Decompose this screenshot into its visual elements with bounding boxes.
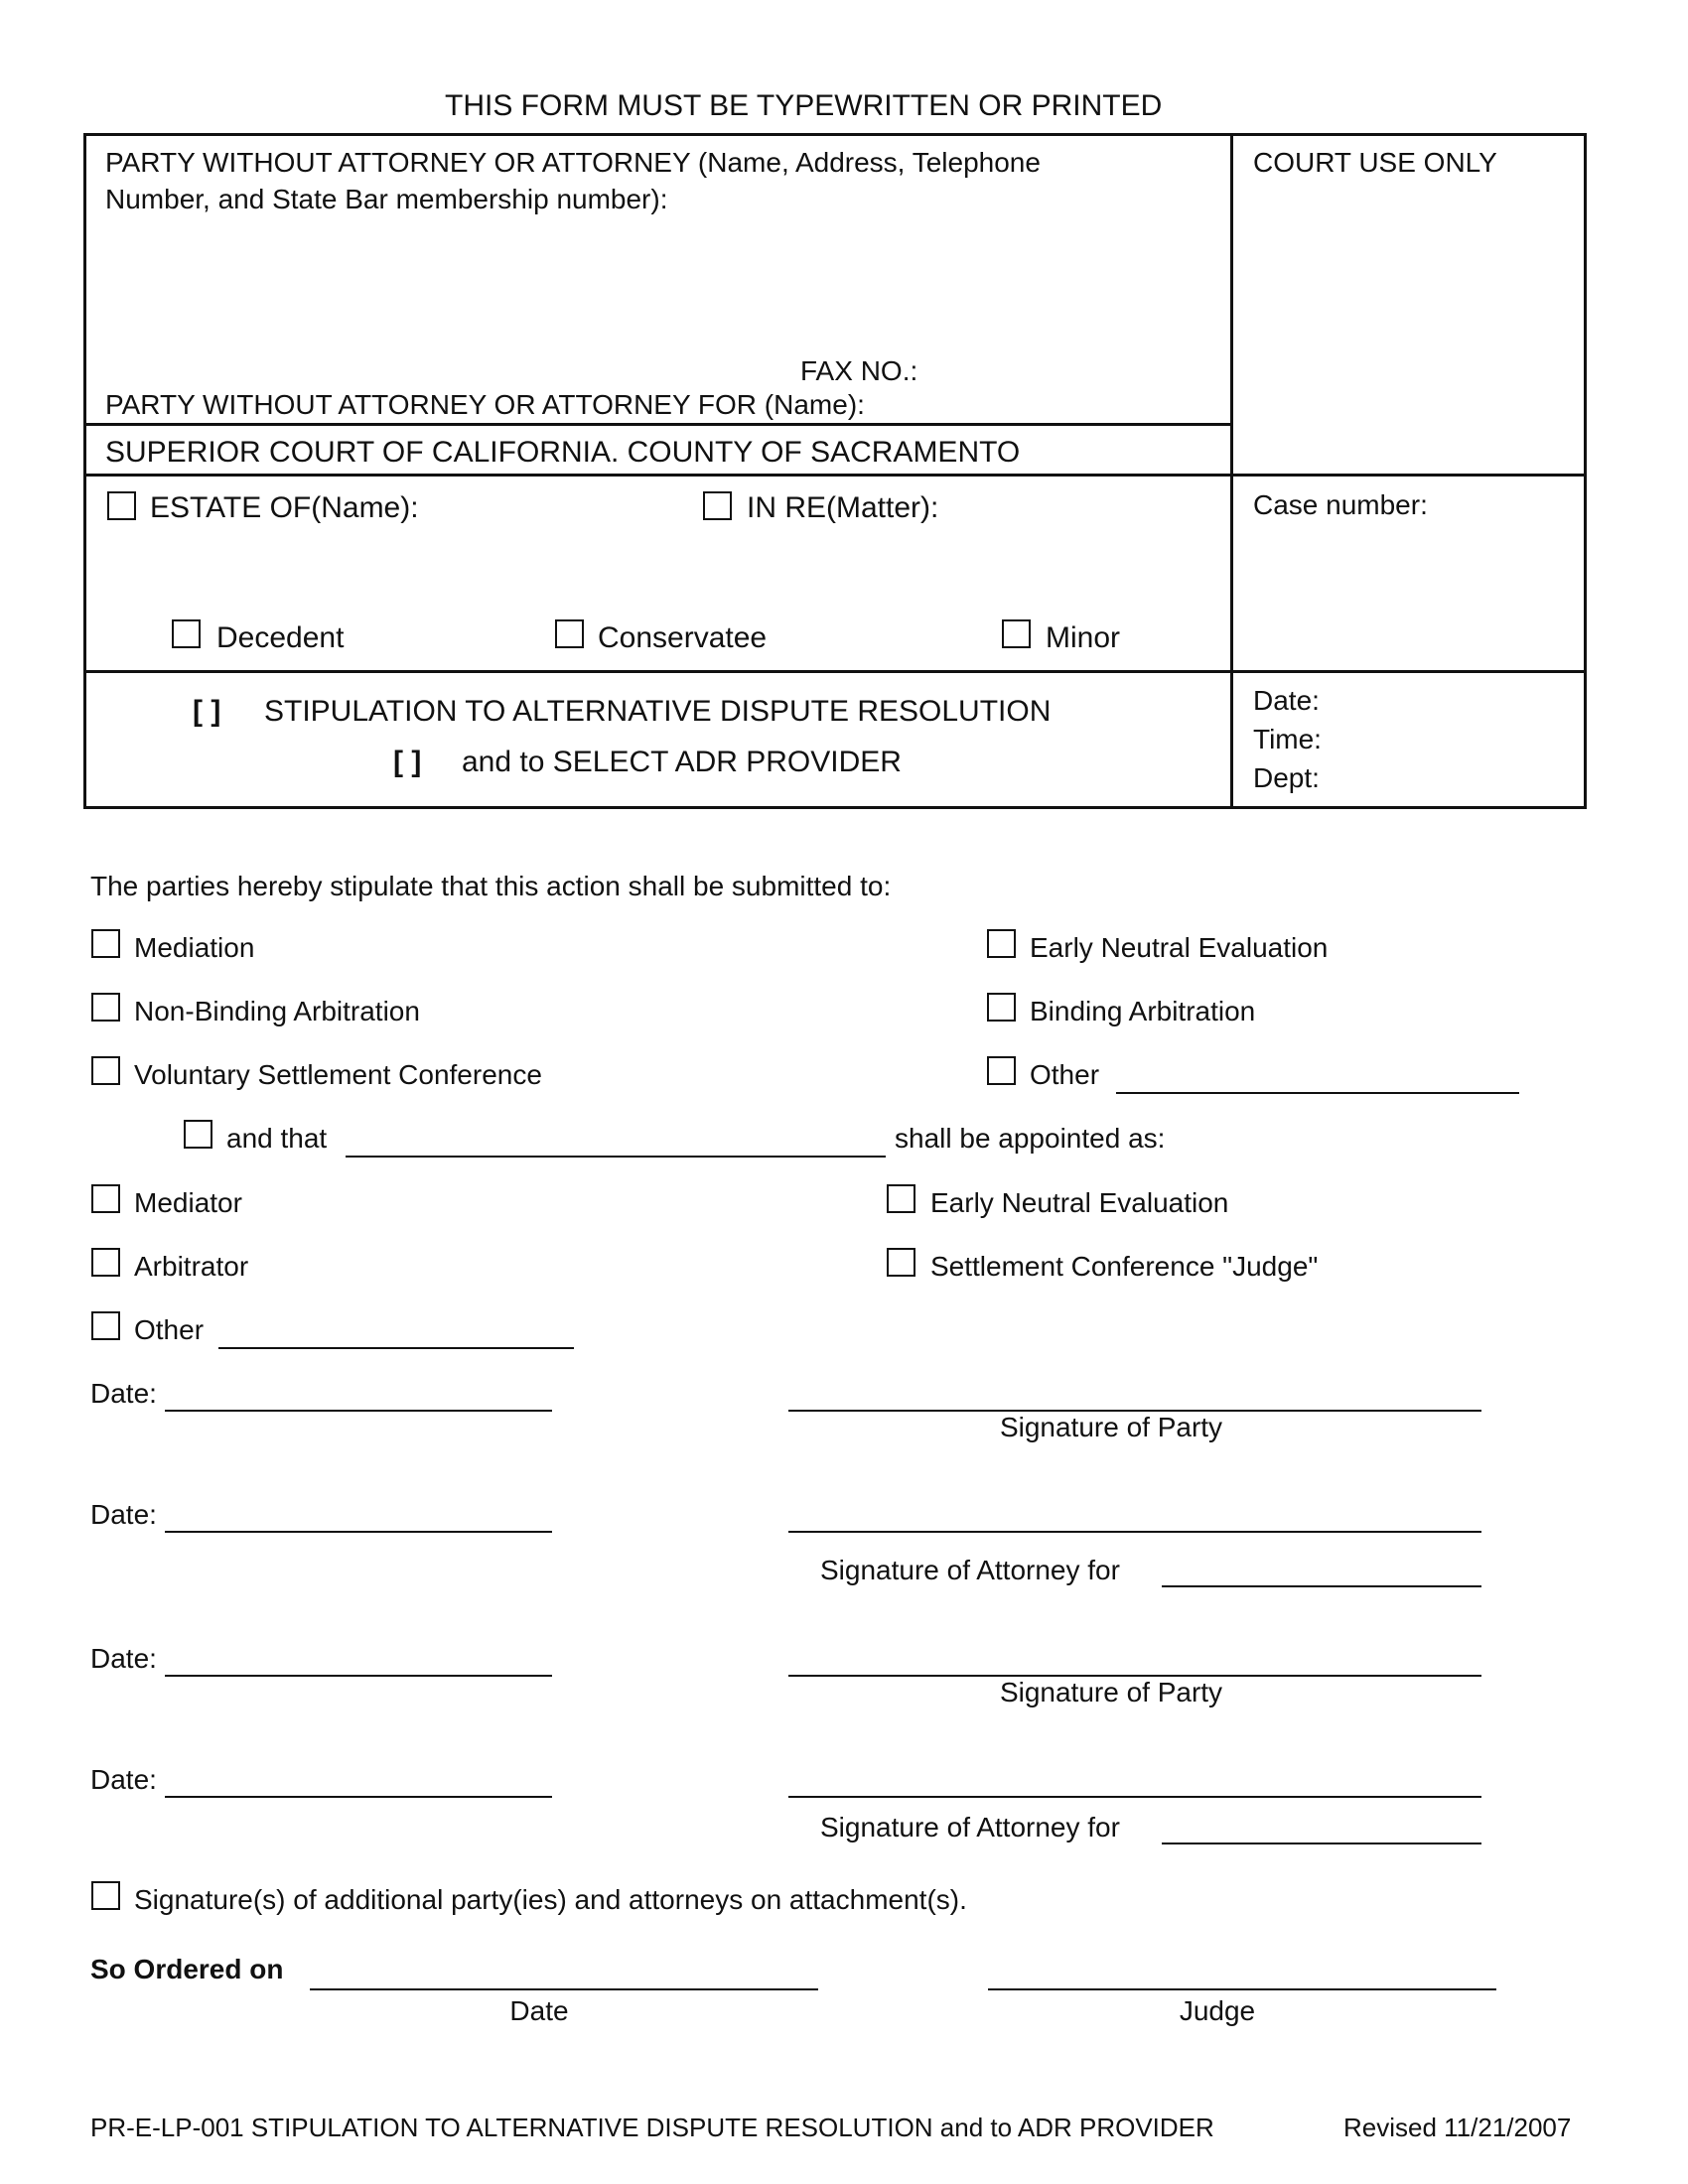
other-process-checkbox[interactable] bbox=[987, 1056, 1016, 1085]
hearing-date-label: Date: bbox=[1253, 685, 1320, 716]
in-re-label: IN RE(Matter): bbox=[747, 491, 939, 524]
title-bracket-2: [ ] bbox=[393, 746, 422, 778]
estate-of-label: ESTATE OF(Name): bbox=[150, 491, 419, 524]
case-number-label: Case number: bbox=[1253, 489, 1428, 520]
attorney-signature-line[interactable] bbox=[788, 1796, 1481, 1798]
early-neutral-evaluation-label: Early Neutral Evaluation bbox=[1030, 932, 1329, 963]
settlement-judge-label: Settlement Conference "Judge" bbox=[930, 1251, 1319, 1282]
signature-of-attorney-label: Signature of Attorney for bbox=[820, 1812, 1120, 1843]
doc-title-line2: and to SELECT ADR PROVIDER bbox=[462, 746, 902, 778]
early-neutral-evaluation-checkbox[interactable] bbox=[987, 929, 1016, 958]
binding-arbitration-checkbox[interactable] bbox=[987, 993, 1016, 1022]
conservatee-label: Conservatee bbox=[598, 621, 768, 654]
so-ordered-label: So Ordered on bbox=[90, 1954, 284, 1984]
party-label-line2: Number, and State Bar membership number): bbox=[105, 184, 668, 214]
date-label: Date: bbox=[90, 1499, 157, 1530]
court-use-only-label: COURT USE ONLY bbox=[1253, 147, 1497, 178]
hearing-dept-label: Dept: bbox=[1253, 762, 1320, 793]
binding-arbitration-label: Binding Arbitration bbox=[1030, 996, 1256, 1026]
early-neutral-evaluator-label: Early Neutral Evaluation bbox=[930, 1187, 1229, 1218]
date-label: Date: bbox=[90, 1764, 157, 1795]
hearing-time-label: Time: bbox=[1253, 724, 1322, 754]
minor-label: Minor bbox=[1046, 621, 1121, 654]
other-process-label: Other bbox=[1030, 1059, 1100, 1090]
caption-rule bbox=[83, 670, 1587, 673]
estate-of-checkbox[interactable] bbox=[107, 491, 136, 520]
non-binding-arbitration-label: Non-Binding Arbitration bbox=[134, 996, 420, 1026]
date-line[interactable] bbox=[165, 1531, 552, 1533]
attorney-for-line[interactable] bbox=[1162, 1843, 1481, 1844]
mediator-label: Mediator bbox=[134, 1187, 242, 1218]
caption-divider bbox=[1230, 133, 1233, 809]
and-that-label: and that bbox=[226, 1123, 328, 1154]
additional-signatures-label: Signature(s) of additional party(ies) and attorneys on attachment(s). bbox=[134, 1884, 967, 1915]
other-role-line[interactable] bbox=[218, 1347, 574, 1349]
arbitrator-label: Arbitrator bbox=[134, 1251, 249, 1282]
decedent-checkbox[interactable] bbox=[172, 619, 201, 648]
appointed-as-label: shall be appointed as: bbox=[895, 1123, 1166, 1154]
non-binding-arbitration-checkbox[interactable] bbox=[91, 993, 120, 1022]
date-line[interactable] bbox=[165, 1796, 552, 1798]
settlement-judge-checkbox[interactable] bbox=[887, 1248, 915, 1277]
footer-form-id: PR-E-LP-001 STIPULATION TO ALTERNATIVE DISPUTE RESOLUTION and to ADR PROVIDER bbox=[90, 2113, 1214, 2142]
judge-caption: Judge bbox=[1179, 1995, 1256, 2026]
voluntary-settlement-checkbox[interactable] bbox=[91, 1056, 120, 1085]
signature-of-party-label: Signature of Party bbox=[999, 1412, 1223, 1442]
decedent-label: Decedent bbox=[216, 621, 345, 654]
and-that-checkbox[interactable] bbox=[184, 1120, 212, 1149]
caption-rule bbox=[83, 474, 1587, 477]
date-line[interactable] bbox=[165, 1675, 552, 1677]
court-name: SUPERIOR COURT OF CALIFORNIA. COUNTY OF SACRAMENTO bbox=[105, 436, 1021, 469]
other-process-line[interactable] bbox=[1116, 1092, 1519, 1094]
attorney-for-line[interactable] bbox=[1162, 1585, 1481, 1587]
date-label: Date: bbox=[90, 1643, 157, 1674]
in-re-checkbox[interactable] bbox=[703, 491, 732, 520]
attorney-for-label: PARTY WITHOUT ATTORNEY OR ATTORNEY FOR (Name): bbox=[105, 389, 865, 420]
form-header-title: THIS FORM MUST BE TYPEWRITTEN OR PRINTED bbox=[445, 89, 1163, 122]
order-date-caption: Date bbox=[509, 1995, 569, 2026]
caption-rule bbox=[83, 423, 1233, 426]
fax-label: FAX NO.: bbox=[800, 355, 918, 386]
date-line[interactable] bbox=[165, 1410, 552, 1412]
party-label-line1: PARTY WITHOUT ATTORNEY OR ATTORNEY (Name, Address, Telephone bbox=[105, 147, 1041, 178]
other-role-label: Other bbox=[134, 1314, 205, 1345]
other-role-checkbox[interactable] bbox=[91, 1311, 120, 1340]
footer-revised: Revised 11/21/2007 bbox=[1343, 2113, 1572, 2142]
appointee-name-line[interactable] bbox=[346, 1156, 886, 1158]
mediation-checkbox[interactable] bbox=[91, 929, 120, 958]
doc-title-line1: STIPULATION TO ALTERNATIVE DISPUTE RESOLUTION bbox=[264, 695, 1052, 728]
attorney-signature-line[interactable] bbox=[788, 1531, 1481, 1533]
signature-of-party-label: Signature of Party bbox=[999, 1677, 1223, 1707]
voluntary-settlement-label: Voluntary Settlement Conference bbox=[134, 1059, 542, 1090]
order-date-line[interactable] bbox=[310, 1988, 818, 1990]
date-label: Date: bbox=[90, 1378, 157, 1409]
stipulation-intro: The parties hereby stipulate that this action shall be submitted to: bbox=[90, 871, 892, 901]
judge-signature-line[interactable] bbox=[988, 1988, 1496, 1990]
title-bracket-1: [ ] bbox=[193, 695, 221, 728]
mediation-label: Mediation bbox=[134, 932, 255, 963]
mediator-checkbox[interactable] bbox=[91, 1184, 120, 1213]
minor-checkbox[interactable] bbox=[1002, 619, 1031, 648]
conservatee-checkbox[interactable] bbox=[555, 619, 584, 648]
arbitrator-checkbox[interactable] bbox=[91, 1248, 120, 1277]
early-neutral-evaluator-checkbox[interactable] bbox=[887, 1184, 915, 1213]
additional-signatures-checkbox[interactable] bbox=[91, 1881, 120, 1910]
signature-of-attorney-label: Signature of Attorney for bbox=[820, 1555, 1120, 1585]
